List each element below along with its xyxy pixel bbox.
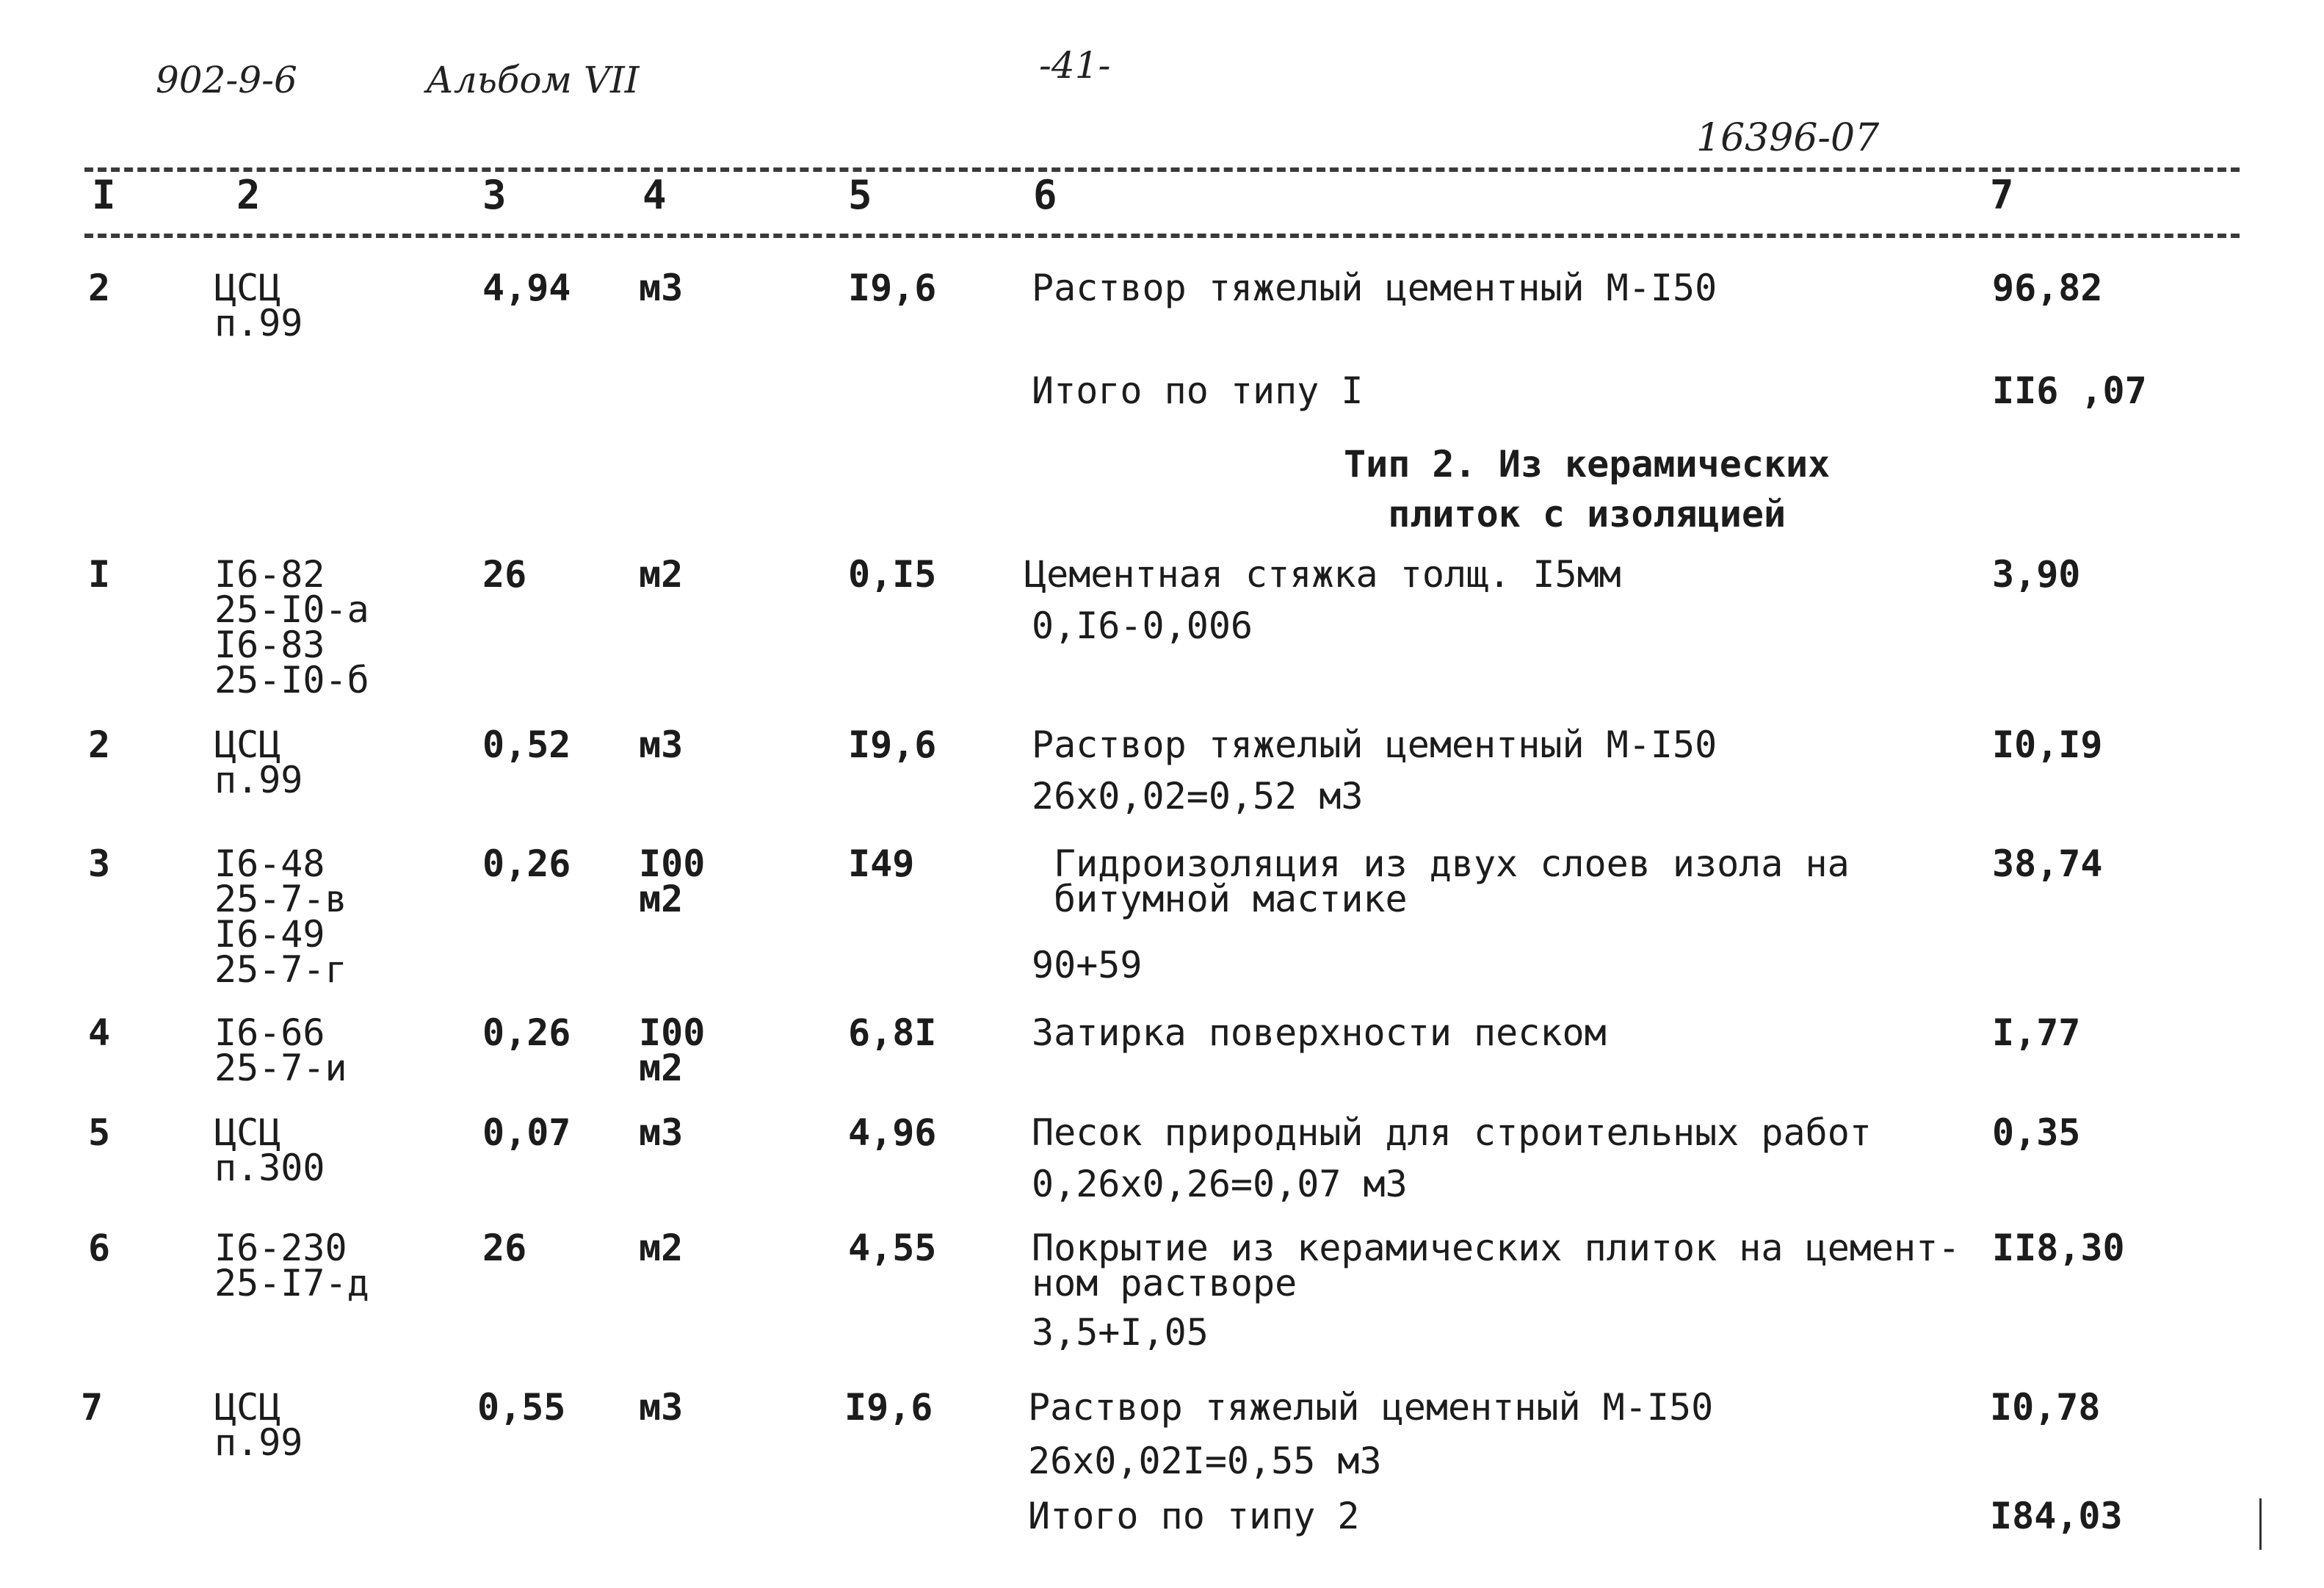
col-header-1: I [92, 172, 116, 218]
row-number: 2 [88, 267, 111, 309]
row-code: I6-82 25-I0-а I6-83 25-I0-б [214, 553, 369, 701]
row-unit: I00 м2 [639, 1011, 706, 1089]
row-number: 5 [88, 1111, 111, 1154]
row-code: I6-66 25-7-и [214, 1011, 347, 1089]
col-header-4: 4 [642, 172, 667, 218]
table-header-rule [84, 234, 2240, 238]
row-calculation: 90+59 [1032, 944, 1143, 986]
row-price: I9,6 [844, 1386, 933, 1429]
row-total: II8,30 [1992, 1227, 2125, 1269]
subtotal-label: Итого по типу I [1032, 369, 1364, 412]
row-unit: м3 [639, 723, 684, 766]
row-description: Песок природный для строительных работ [1032, 1111, 1872, 1154]
row-description: Гидроизоляция из двух слоев изола на битумной мастике [1054, 842, 1850, 920]
row-calculation: 0,26х0,26=0,07 м3 [1032, 1163, 1408, 1205]
col-header-7: 7 [1990, 172, 2014, 218]
row-number: 7 [81, 1386, 104, 1429]
row-total: 0,35 [1992, 1111, 2081, 1154]
row-code: ЦСЦ п.99 [214, 267, 303, 344]
row-unit: м3 [639, 1111, 684, 1154]
row-quantity: 26 [482, 1227, 527, 1269]
row-price: I9,6 [848, 267, 937, 309]
row-calculation: 3,5+I,05 [1032, 1311, 1209, 1354]
row-description: Раствор тяжелый цементный М-I50 [1028, 1386, 1714, 1429]
row-quantity: 0,52 [482, 723, 571, 766]
row-calculation: 0,I6-0,006 [1032, 604, 1253, 647]
row-description: Затирка поверхности песком [1032, 1011, 1607, 1054]
row-price: 0,I5 [848, 553, 937, 596]
row-description: Покрытие из керамических плиток на цемент- ном растворе [1032, 1227, 1961, 1304]
row-number: I [88, 553, 111, 596]
row-calculation: 26х0,02=0,52 м3 [1032, 775, 1364, 818]
row-description: Раствор тяжелый цементный М-I50 [1032, 723, 1717, 766]
row-total: 3,90 [1992, 553, 2081, 596]
col-header-6: 6 [1033, 172, 1057, 218]
drawing-number: 16396-07 [1696, 116, 1880, 160]
subtotal-value: II6 ,07 [1992, 369, 2147, 412]
row-unit: I00 м2 [639, 842, 706, 920]
row-unit: м3 [639, 267, 684, 309]
row-description: Цементная стяжка толщ. I5мм [1024, 553, 1621, 596]
row-description: Раствор тяжелый цементный М-I50 [1032, 267, 1717, 309]
col-header-5: 5 [848, 172, 872, 218]
album-label: Альбом VII [426, 59, 640, 101]
row-total: 96,82 [1992, 267, 2103, 309]
row-price: I49 [848, 842, 915, 885]
row-code: ЦСЦ п.99 [214, 1386, 303, 1464]
row-total: I,77 [1992, 1011, 2081, 1054]
row-total: I0,78 [1990, 1386, 2101, 1429]
row-price: 6,8I [848, 1011, 937, 1054]
row-unit: м2 [639, 1227, 684, 1269]
row-quantity: 0,26 [482, 1011, 571, 1054]
row-quantity: 0,26 [482, 842, 571, 885]
document-code: 902-9-6 [156, 59, 297, 101]
row-price: 4,96 [848, 1111, 937, 1154]
row-total: I0,I9 [1992, 723, 2103, 766]
row-code: I6-48 25-7-в I6-49 25-7-г [214, 842, 347, 991]
subtotal-label: Итого по типу 2 [1028, 1495, 1360, 1537]
col-header-3: 3 [482, 172, 507, 218]
row-unit: м3 [639, 1386, 684, 1429]
row-quantity: 26 [482, 553, 527, 596]
row-number: 2 [88, 723, 111, 766]
row-total: 38,74 [1992, 842, 2103, 885]
col-header-2: 2 [236, 172, 261, 218]
row-price: 4,55 [848, 1227, 937, 1269]
row-quantity: 0,07 [482, 1111, 571, 1154]
row-quantity: 0,55 [477, 1386, 566, 1429]
row-code: ЦСЦ п.99 [214, 723, 303, 801]
subtotal-value: I84,03 [1990, 1495, 2123, 1537]
row-unit: м2 [639, 553, 684, 596]
row-quantity: 4,94 [482, 267, 571, 309]
row-number: 6 [88, 1227, 111, 1269]
row-price: I9,6 [848, 723, 937, 766]
table-top-rule [84, 167, 2240, 172]
row-number: 4 [88, 1011, 111, 1054]
row-code: I6-230 25-I7-д [214, 1227, 369, 1304]
page-number: -41- [1039, 44, 1111, 87]
row-code: ЦСЦ п.300 [214, 1111, 325, 1189]
margin-mark [2259, 1498, 2262, 1550]
row-number: 3 [88, 842, 111, 885]
section-heading: Тип 2. Из керамических плиток с изоляцией [1344, 443, 1831, 535]
row-calculation: 26х0,02I=0,55 м3 [1028, 1440, 1382, 1482]
